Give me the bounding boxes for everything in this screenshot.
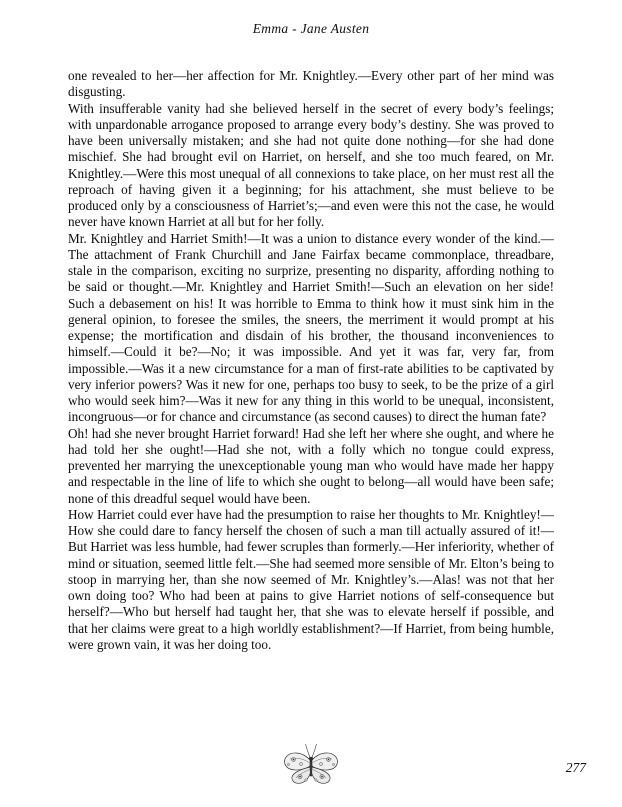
paragraph: With insufferable vanity had she believed herself in the secret of every body’s feelings; with unpardonable arrogance proposed to arrange every body’s destiny. She was proved to have been universally mistaken; and she had not quite done nothing—for she had done mischief. She had brought evil on Harriet, on herself, and she too much feared, on Mr. Knightley.—Were this most unequal of all connexions to take place, on her must rest all the reproach of having given it a beginning; for his attachment, she must believe to be produced only by a consciousness of Harriet’s;—and even were this not the case, he would never have known Harriet at all but for her folly. (68, 100, 554, 230)
body-text (68, 68, 554, 653)
paragraph: Mr. Knightley and Harriet Smith!—It was a union to distance every wonder of the kind.—The attachment of Frank Churchill and Jane Fairfax became commonplace, threadbare, stale in the comparison, exciting no surprize, presenting no disparity, affording nothing to be said or thought.—Mr. Knightley and Harriet Smith!—Such an elevation on her side! Such a debasement on his! It was horrible to Emma to think how it must sink him in the general opinion, to foresee the smiles, the sneers, the merriment it would prompt at his expense; the mortification and disdain of his brother, the thousand inconveniences to himself.—Could it be?—No; it was impossible. And yet it was far, very far, from impossible.—Was it a new circumstance for a man of first-rate abilities to be captivated by very inferior powers? Was it new for one, perhaps too busy to seek, to be the prize of a girl who would seek him?—Was it new for any thing in this world to be unequal, inconsistent, incongruous—or for chance and circumstance (as second causes) to direct the human fate? (68, 230, 554, 425)
paragraph: Oh! had she never brought Harriet forward! Had she left her where she ought, and where he had told her she ought!—Had she not, with a folly which no tongue could express, prevented her marrying the unexceptionable young man who would have made her happy and respectable in the line of life to which she ought to belong—all would have been safe; none of this dreadful sequel would have been. (68, 425, 554, 506)
paragraph: How Harriet could ever have had the presumption to raise her thoughts to Mr. Knightley!—How she could dare to fancy herself the chosen of such a man till actually assured of it!—But Harriet was less humble, had fewer scruples than formerly.—Her inferiority, whether of mind or situation, seemed little felt.—She had seemed more sensible of Mr. Elton’s being to stoop in marrying her, than she now seemed of Mr. Knightley’s.—Alas! was not that her own doing too? Who had been at pains to give Harriet notions of self-consequence but herself?—Who but herself had taught her, that she was to elevate herself if possible, and that her claims were great to a high worldly establishment?—If Harriet, from being humble, were grown vain, it was her doing too. (68, 506, 554, 652)
page-number: 277 (565, 760, 586, 775)
footer-ornament (0, 742, 622, 786)
paragraph: one revealed to her—her affection for Mr. Knightley.—Every other part of her mind was disgusting. (68, 68, 554, 100)
running-head: Emma - Jane Austen (252, 21, 370, 36)
butterfly-icon (280, 742, 342, 786)
